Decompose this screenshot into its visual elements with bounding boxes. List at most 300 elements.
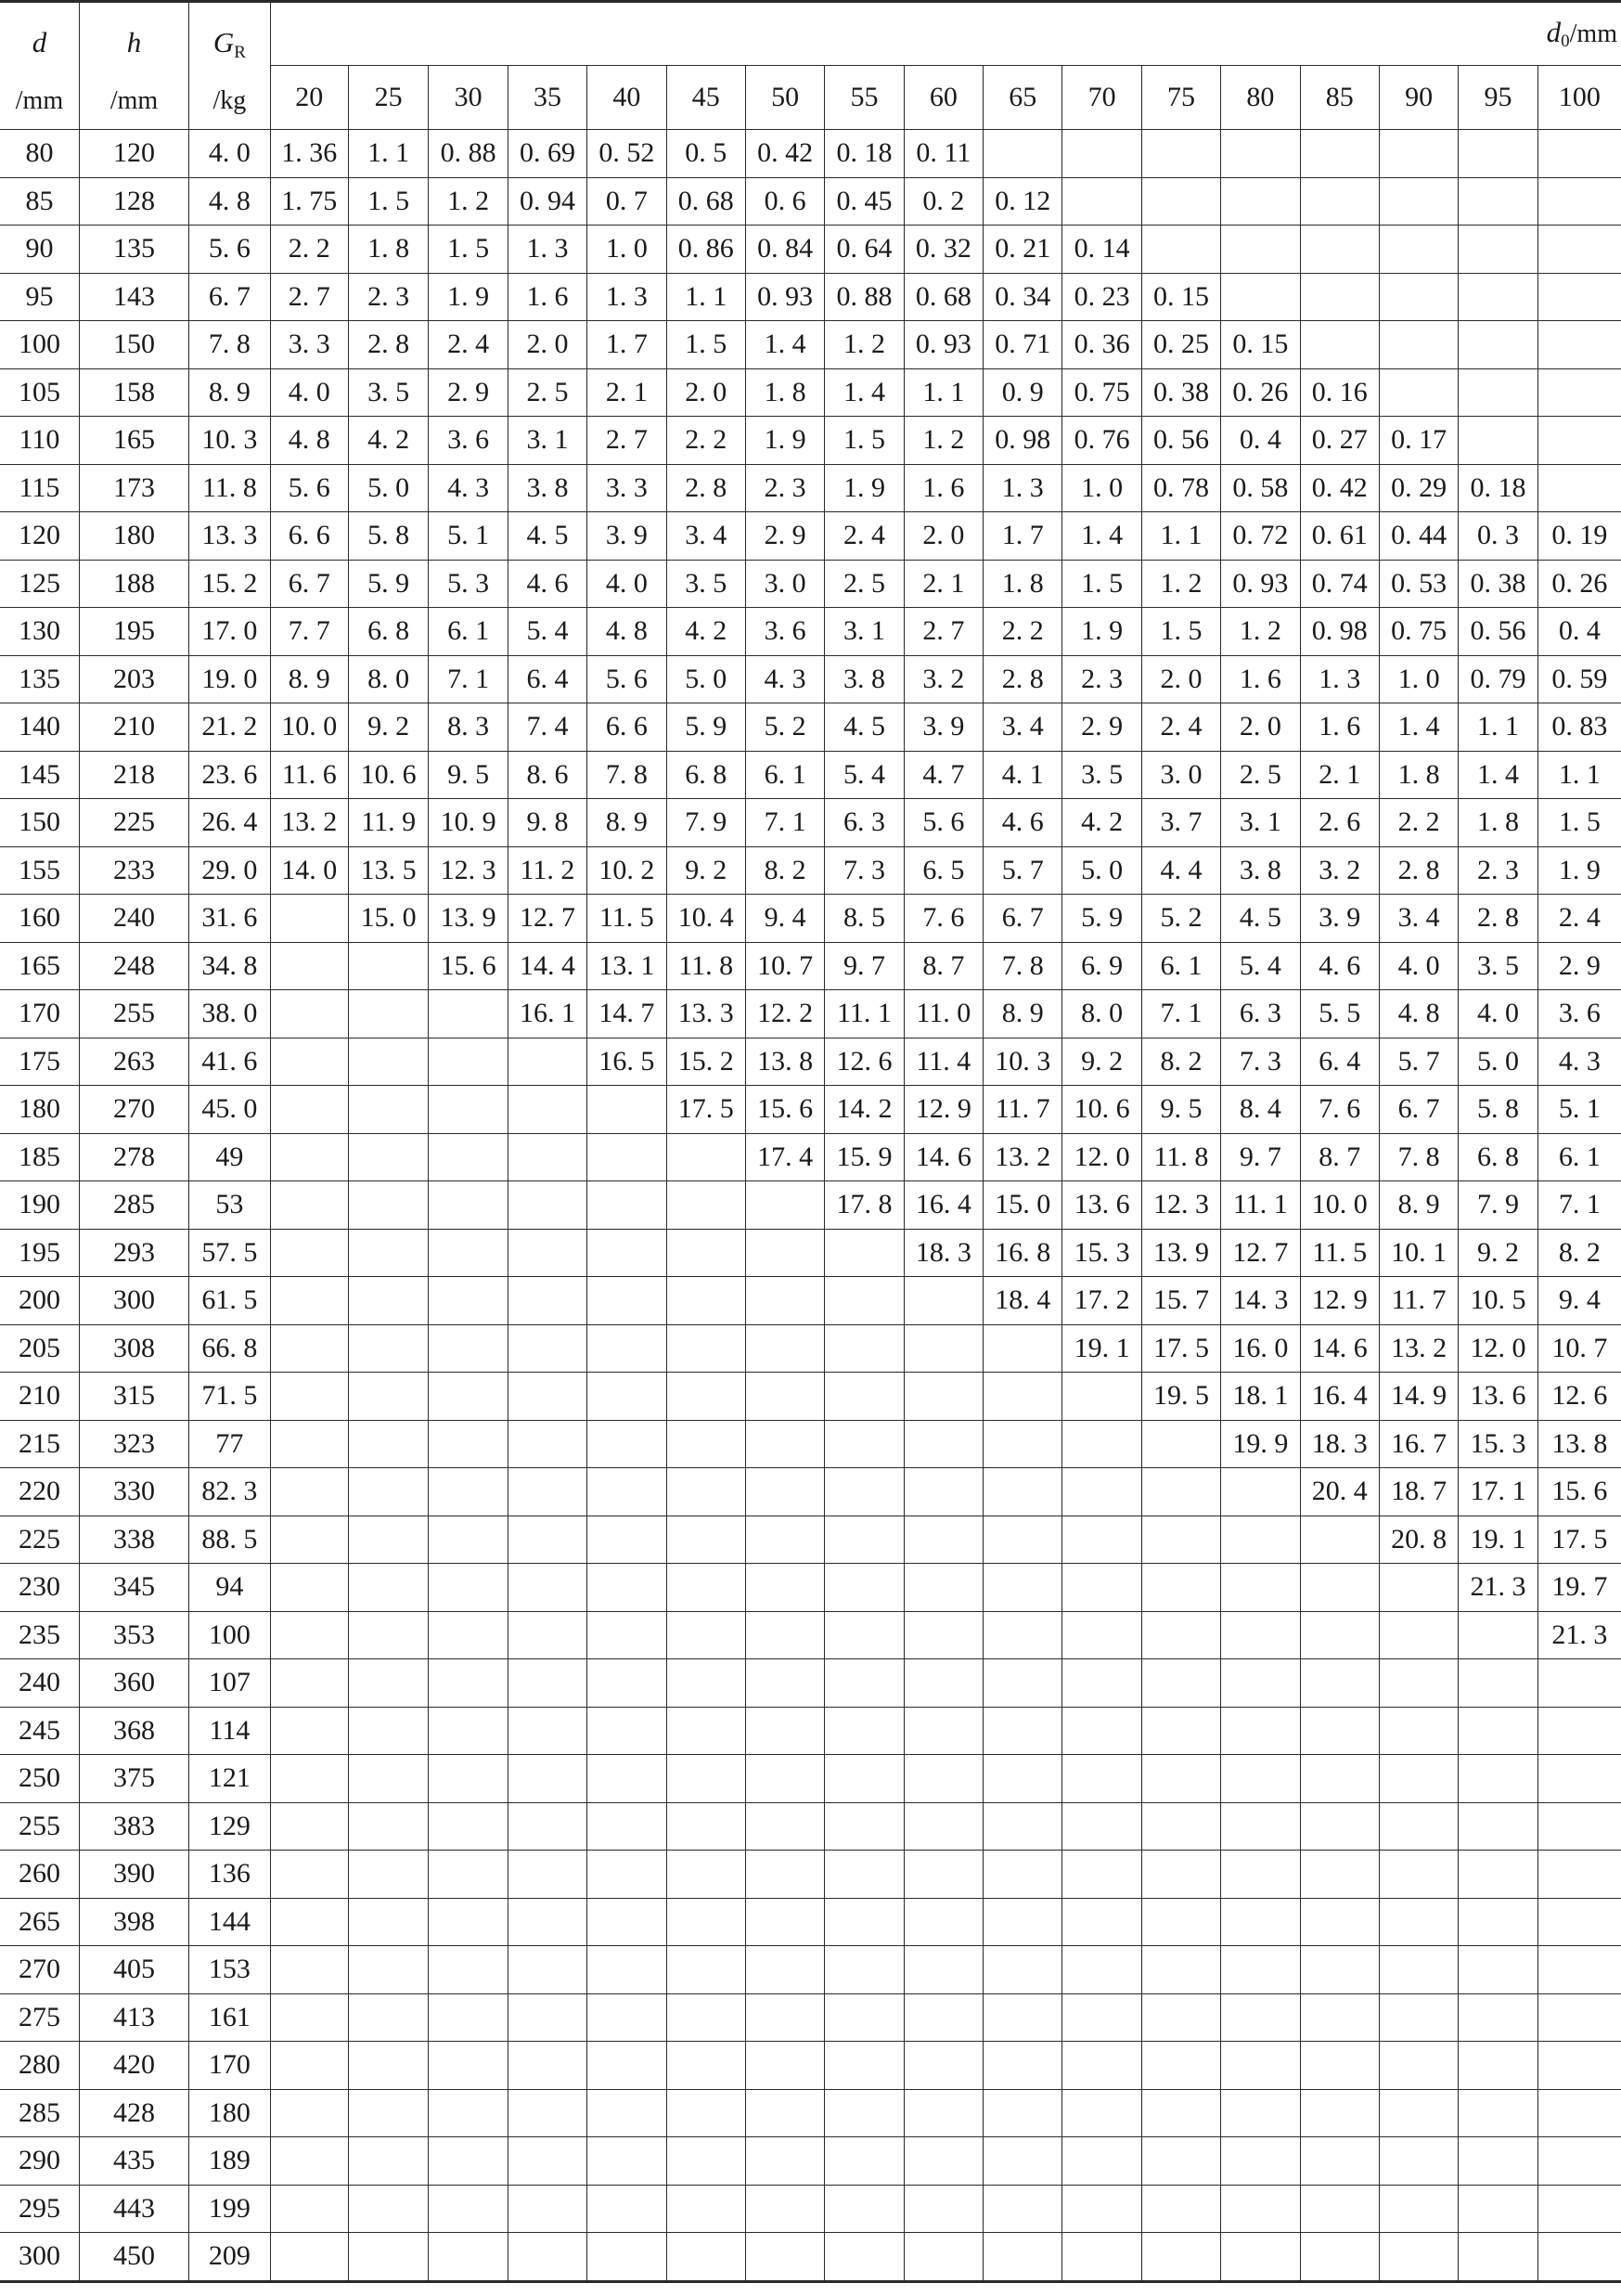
cell-value bbox=[1062, 1516, 1141, 1564]
cell-value: 0. 59 bbox=[1537, 655, 1621, 703]
cell-value bbox=[984, 1516, 1062, 1564]
cell-value bbox=[587, 1564, 666, 1612]
cell-value bbox=[1459, 226, 1537, 274]
cell-h: 143 bbox=[79, 273, 188, 321]
cell-gr: 49 bbox=[189, 1133, 270, 1181]
cell-value: 1. 36 bbox=[270, 130, 348, 178]
cell-value: 2. 3 bbox=[348, 273, 428, 321]
cell-value bbox=[429, 2042, 508, 2090]
cell-value: 3. 9 bbox=[904, 703, 983, 752]
cell-value bbox=[1221, 1755, 1300, 1803]
cell-value bbox=[1459, 1707, 1537, 1755]
cell-value: 5. 8 bbox=[1459, 1086, 1537, 1134]
cell-value bbox=[270, 1802, 348, 1851]
cell-value bbox=[1537, 321, 1621, 369]
cell-value: 13. 8 bbox=[1537, 1420, 1621, 1468]
cell-value: 5. 0 bbox=[666, 655, 745, 703]
cell-value bbox=[429, 1420, 508, 1468]
cell-value: 4. 0 bbox=[1379, 942, 1458, 990]
cell-value bbox=[825, 1707, 904, 1755]
cell-gr: 21. 2 bbox=[189, 703, 270, 752]
cell-value: 0. 36 bbox=[1062, 321, 1141, 369]
cell-value: 0. 76 bbox=[1062, 417, 1141, 465]
cell-value: 5. 9 bbox=[666, 703, 745, 752]
cell-value bbox=[587, 2042, 666, 2090]
cell-value bbox=[1459, 130, 1537, 178]
table-row bbox=[0, 942, 1621, 990]
cell-value bbox=[666, 1181, 745, 1230]
table-row bbox=[0, 1420, 1621, 1468]
cell-value bbox=[508, 1755, 586, 1803]
cell-value: 1. 8 bbox=[984, 560, 1062, 608]
cell-gr: 5. 6 bbox=[189, 226, 270, 274]
cell-value: 7. 7 bbox=[270, 608, 348, 656]
cell-value bbox=[904, 2089, 983, 2137]
cell-value bbox=[508, 1707, 586, 1755]
cell-value bbox=[1537, 1707, 1621, 1755]
cell-value: 2. 4 bbox=[825, 512, 904, 561]
cell-value bbox=[348, 1564, 428, 1612]
cell-value: 2. 0 bbox=[904, 512, 983, 561]
cell-value: 0. 53 bbox=[1379, 560, 1458, 608]
cell-value: 1. 9 bbox=[745, 417, 824, 465]
cell-h: 443 bbox=[79, 2185, 188, 2233]
cell-value bbox=[825, 1755, 904, 1803]
cell-value: 1. 2 bbox=[429, 177, 508, 226]
cell-value bbox=[587, 1277, 666, 1325]
table-row bbox=[0, 1611, 1621, 1659]
cell-value: 11. 1 bbox=[825, 990, 904, 1038]
cell-value bbox=[348, 1755, 428, 1803]
cell-value: 3. 3 bbox=[270, 321, 348, 369]
cell-value bbox=[904, 1659, 983, 1708]
cell-d: 245 bbox=[0, 1707, 79, 1755]
cell-h: 420 bbox=[79, 2042, 188, 2090]
cell-value: 7. 6 bbox=[1300, 1086, 1379, 1134]
cell-value: 16. 0 bbox=[1221, 1324, 1300, 1373]
cell-value: 9. 8 bbox=[508, 799, 586, 847]
cell-value: 5. 6 bbox=[270, 464, 348, 512]
cell-value: 1. 1 bbox=[1459, 703, 1537, 752]
cell-value: 15. 6 bbox=[429, 942, 508, 990]
cell-value bbox=[984, 1851, 1062, 1899]
table-row bbox=[0, 1898, 1621, 1946]
cell-value bbox=[587, 1133, 666, 1181]
cell-value: 16. 5 bbox=[587, 1038, 666, 1086]
cell-value: 8. 0 bbox=[1062, 990, 1141, 1038]
cell-value bbox=[348, 1324, 428, 1373]
cell-gr: 107 bbox=[189, 1659, 270, 1708]
cell-d: 265 bbox=[0, 1898, 79, 1946]
cell-value bbox=[508, 2042, 586, 2090]
cell-value: 3. 9 bbox=[1300, 895, 1379, 943]
header-d0-unit: /mm bbox=[1569, 19, 1617, 48]
cell-value bbox=[270, 1611, 348, 1659]
cell-value: 0. 16 bbox=[1300, 368, 1379, 417]
table-row bbox=[0, 417, 1621, 465]
cell-value: 0. 58 bbox=[1221, 464, 1300, 512]
cell-value bbox=[1141, 2185, 1220, 2233]
cell-value: 0. 69 bbox=[508, 130, 586, 178]
cell-value bbox=[666, 1373, 745, 1421]
cell-value bbox=[587, 2185, 666, 2233]
cell-gr: 88. 5 bbox=[189, 1516, 270, 1564]
cell-d: 250 bbox=[0, 1755, 79, 1803]
cell-value: 16. 1 bbox=[508, 990, 586, 1038]
table-row bbox=[0, 2137, 1621, 2186]
cell-value bbox=[984, 1993, 1062, 2042]
cell-value bbox=[1537, 273, 1621, 321]
cell-value: 15. 9 bbox=[825, 1133, 904, 1181]
cell-value bbox=[1062, 2185, 1141, 2233]
cell-value bbox=[508, 1086, 586, 1134]
cell-value bbox=[1537, 2042, 1621, 2090]
cell-value bbox=[1221, 273, 1300, 321]
cell-value: 1. 7 bbox=[587, 321, 666, 369]
cell-value: 8. 9 bbox=[270, 655, 348, 703]
cell-value: 2. 6 bbox=[1300, 799, 1379, 847]
cell-value: 2. 7 bbox=[270, 273, 348, 321]
cell-value bbox=[904, 1993, 983, 2042]
cell-value bbox=[984, 1420, 1062, 1468]
cell-h: 180 bbox=[79, 512, 188, 561]
cell-value bbox=[429, 1993, 508, 2042]
cell-value bbox=[270, 1468, 348, 1516]
cell-value bbox=[1379, 1946, 1458, 1994]
cell-value bbox=[270, 990, 348, 1038]
cell-value bbox=[1141, 1898, 1220, 1946]
cell-h: 353 bbox=[79, 1611, 188, 1659]
cell-value bbox=[348, 1420, 428, 1468]
cell-value: 5. 0 bbox=[1062, 846, 1141, 895]
cell-value: 3. 6 bbox=[429, 417, 508, 465]
cell-value: 7. 9 bbox=[1459, 1181, 1537, 1230]
cell-value bbox=[270, 1707, 348, 1755]
cell-d: 95 bbox=[0, 273, 79, 321]
table-row bbox=[0, 464, 1621, 512]
cell-value bbox=[984, 2089, 1062, 2137]
table-row bbox=[0, 1181, 1621, 1230]
cell-value bbox=[508, 1898, 586, 1946]
cell-value: 5. 9 bbox=[348, 560, 428, 608]
cell-h: 255 bbox=[79, 990, 188, 1038]
cell-value: 6. 8 bbox=[1459, 1133, 1537, 1181]
cell-value bbox=[1300, 321, 1379, 369]
cell-gr: 94 bbox=[189, 1564, 270, 1612]
cell-value: 0. 72 bbox=[1221, 512, 1300, 561]
cell-h: 135 bbox=[79, 226, 188, 274]
cell-gr: 17. 0 bbox=[189, 608, 270, 656]
cell-value bbox=[1221, 2233, 1300, 2282]
cell-value bbox=[1537, 1993, 1621, 2042]
cell-value bbox=[984, 2042, 1062, 2090]
cell-value bbox=[1062, 1707, 1141, 1755]
cell-value bbox=[587, 1898, 666, 1946]
cell-value: 7. 8 bbox=[1379, 1133, 1458, 1181]
cell-value bbox=[1459, 1611, 1537, 1659]
cell-d: 125 bbox=[0, 560, 79, 608]
cell-value bbox=[348, 990, 428, 1038]
cell-value: 2. 2 bbox=[270, 226, 348, 274]
cell-value bbox=[1459, 2233, 1537, 2282]
cell-value bbox=[745, 1898, 824, 1946]
cell-value: 1. 8 bbox=[1379, 751, 1458, 799]
table-row bbox=[0, 512, 1621, 561]
cell-value: 1. 9 bbox=[1062, 608, 1141, 656]
cell-d: 160 bbox=[0, 895, 79, 943]
cell-value bbox=[745, 1324, 824, 1373]
cell-value bbox=[429, 1229, 508, 1277]
cell-value bbox=[348, 1802, 428, 1851]
cell-value bbox=[270, 2137, 348, 2186]
cell-value: 14. 6 bbox=[904, 1133, 983, 1181]
cell-value: 0. 83 bbox=[1537, 703, 1621, 752]
cell-value: 0. 4 bbox=[1537, 608, 1621, 656]
cell-gr: 34. 8 bbox=[189, 942, 270, 990]
cell-h: 263 bbox=[79, 1038, 188, 1086]
cell-gr: 144 bbox=[189, 1898, 270, 1946]
cell-value bbox=[1459, 1802, 1537, 1851]
cell-value: 17. 1 bbox=[1459, 1468, 1537, 1516]
cell-h: 293 bbox=[79, 1229, 188, 1277]
cell-gr: 129 bbox=[189, 1802, 270, 1851]
cell-value: 12. 3 bbox=[429, 846, 508, 895]
cell-value: 5. 3 bbox=[429, 560, 508, 608]
cell-value: 20. 4 bbox=[1300, 1468, 1379, 1516]
table-row bbox=[0, 1564, 1621, 1612]
cell-value bbox=[984, 1946, 1062, 1994]
cell-h: 188 bbox=[79, 560, 188, 608]
cell-value bbox=[1141, 1755, 1220, 1803]
header-d0-value: 95 bbox=[1459, 66, 1537, 130]
cell-value: 0. 93 bbox=[745, 273, 824, 321]
cell-value bbox=[429, 1851, 508, 1899]
cell-value: 16. 4 bbox=[904, 1181, 983, 1230]
cell-value bbox=[745, 1611, 824, 1659]
cell-value bbox=[1537, 1659, 1621, 1708]
cell-value: 14. 7 bbox=[587, 990, 666, 1038]
cell-value: 4. 2 bbox=[348, 417, 428, 465]
cell-value: 8. 7 bbox=[1300, 1133, 1379, 1181]
cell-d: 145 bbox=[0, 751, 79, 799]
cell-value: 2. 3 bbox=[745, 464, 824, 512]
header-d bbox=[0, 2, 79, 130]
cell-value bbox=[587, 1707, 666, 1755]
cell-value: 1. 4 bbox=[745, 321, 824, 369]
cell-value: 21. 3 bbox=[1537, 1611, 1621, 1659]
cell-value: 14. 6 bbox=[1300, 1324, 1379, 1373]
cell-value: 0. 21 bbox=[984, 226, 1062, 274]
cell-value: 10. 6 bbox=[348, 751, 428, 799]
cell-value: 3. 3 bbox=[587, 464, 666, 512]
cell-gr: 38. 0 bbox=[189, 990, 270, 1038]
cell-value: 13. 1 bbox=[587, 942, 666, 990]
cell-value bbox=[904, 1564, 983, 1612]
header-gr-unit: /kg bbox=[212, 86, 247, 115]
cell-value bbox=[1379, 1755, 1458, 1803]
cell-d: 290 bbox=[0, 2137, 79, 2186]
cell-value bbox=[1300, 2042, 1379, 2090]
cell-value bbox=[666, 1277, 745, 1325]
cell-value bbox=[429, 1946, 508, 1994]
cell-value bbox=[1537, 1802, 1621, 1851]
cell-value bbox=[1537, 130, 1621, 178]
cell-h: 203 bbox=[79, 655, 188, 703]
cell-value: 10. 0 bbox=[1300, 1181, 1379, 1230]
cell-value: 1. 3 bbox=[587, 273, 666, 321]
cell-gr: 31. 6 bbox=[189, 895, 270, 943]
cell-value: 8. 0 bbox=[348, 655, 428, 703]
cell-value bbox=[587, 1851, 666, 1899]
cell-h: 165 bbox=[79, 417, 188, 465]
cell-value bbox=[270, 1851, 348, 1899]
cell-value bbox=[1062, 177, 1141, 226]
cell-h: 300 bbox=[79, 1277, 188, 1325]
cell-value: 0. 94 bbox=[508, 177, 586, 226]
cell-value bbox=[348, 1468, 428, 1516]
header-gr-subscript: R bbox=[234, 43, 246, 62]
table-row bbox=[0, 2185, 1621, 2233]
cell-h: 405 bbox=[79, 1946, 188, 1994]
header-d0-value: 75 bbox=[1141, 66, 1220, 130]
header-d0-value: 70 bbox=[1062, 66, 1141, 130]
cell-value: 1. 5 bbox=[429, 226, 508, 274]
cell-value bbox=[666, 2089, 745, 2137]
cell-value bbox=[508, 1229, 586, 1277]
cell-value bbox=[904, 2233, 983, 2282]
cell-value bbox=[1062, 1564, 1141, 1612]
cell-d: 170 bbox=[0, 990, 79, 1038]
cell-value bbox=[1537, 2185, 1621, 2233]
cell-value: 9. 5 bbox=[429, 751, 508, 799]
cell-value bbox=[270, 1229, 348, 1277]
table-row bbox=[0, 751, 1621, 799]
cell-d: 155 bbox=[0, 846, 79, 895]
cell-value: 3. 6 bbox=[1537, 990, 1621, 1038]
table-row bbox=[0, 177, 1621, 226]
cell-value: 0. 56 bbox=[1459, 608, 1537, 656]
cell-h: 248 bbox=[79, 942, 188, 990]
cell-value bbox=[587, 1993, 666, 2042]
table-row bbox=[0, 1946, 1621, 1994]
cell-value bbox=[984, 2185, 1062, 2233]
cell-gr: 6. 7 bbox=[189, 273, 270, 321]
cell-value: 9. 4 bbox=[1537, 1277, 1621, 1325]
cell-value bbox=[1537, 226, 1621, 274]
table-row bbox=[0, 560, 1621, 608]
cell-value: 14. 3 bbox=[1221, 1277, 1300, 1325]
cell-value bbox=[1459, 273, 1537, 321]
table-row bbox=[0, 703, 1621, 752]
cell-value bbox=[984, 1611, 1062, 1659]
cell-value: 1. 4 bbox=[1062, 512, 1141, 561]
cell-value: 12. 0 bbox=[1062, 1133, 1141, 1181]
cell-value bbox=[429, 1755, 508, 1803]
cell-h: 270 bbox=[79, 1086, 188, 1134]
cell-value: 0. 68 bbox=[904, 273, 983, 321]
cell-value bbox=[1379, 321, 1458, 369]
cell-value bbox=[1062, 1802, 1141, 1851]
cell-value bbox=[666, 1229, 745, 1277]
cell-value bbox=[587, 1181, 666, 1230]
cell-value bbox=[429, 1659, 508, 1708]
cell-value: 10. 3 bbox=[984, 1038, 1062, 1086]
cell-h: 308 bbox=[79, 1324, 188, 1373]
cell-value: 1. 8 bbox=[348, 226, 428, 274]
cell-value bbox=[508, 1373, 586, 1421]
cell-value bbox=[1537, 2089, 1621, 2137]
cell-value: 0. 14 bbox=[1062, 226, 1141, 274]
cell-d: 100 bbox=[0, 321, 79, 369]
cell-value: 2. 4 bbox=[1537, 895, 1621, 943]
cell-value bbox=[348, 2185, 428, 2233]
cell-value: 5. 4 bbox=[1221, 942, 1300, 990]
cell-value: 0. 9 bbox=[984, 368, 1062, 417]
cell-d: 195 bbox=[0, 1229, 79, 1277]
cell-value: 9. 2 bbox=[1459, 1229, 1537, 1277]
cell-value: 3. 9 bbox=[587, 512, 666, 561]
cell-value bbox=[348, 1181, 428, 1230]
cell-gr: 4. 8 bbox=[189, 177, 270, 226]
cell-value bbox=[1459, 1851, 1537, 1899]
cell-value bbox=[429, 1086, 508, 1134]
cell-value: 5. 2 bbox=[1141, 895, 1220, 943]
cell-value bbox=[1300, 1946, 1379, 1994]
cell-value bbox=[1141, 2089, 1220, 2137]
cell-value bbox=[348, 1851, 428, 1899]
cell-value: 0. 79 bbox=[1459, 655, 1537, 703]
cell-value bbox=[1221, 2185, 1300, 2233]
cell-value: 0. 42 bbox=[745, 130, 824, 178]
cell-value: 0. 26 bbox=[1537, 560, 1621, 608]
cell-value bbox=[587, 1946, 666, 1994]
cell-value: 8. 9 bbox=[1379, 1181, 1458, 1230]
table-row bbox=[0, 1468, 1621, 1516]
cell-value bbox=[508, 1324, 586, 1373]
cell-value bbox=[1300, 1659, 1379, 1708]
cell-d: 180 bbox=[0, 1086, 79, 1134]
cell-value: 1. 5 bbox=[348, 177, 428, 226]
cell-value bbox=[270, 1324, 348, 1373]
cell-value: 6. 3 bbox=[1221, 990, 1300, 1038]
cell-value: 3. 8 bbox=[825, 655, 904, 703]
cell-value bbox=[270, 1898, 348, 1946]
cell-value: 5. 5 bbox=[1300, 990, 1379, 1038]
cell-value: 13. 6 bbox=[1459, 1373, 1537, 1421]
cell-value bbox=[1141, 1707, 1220, 1755]
cell-value bbox=[825, 1946, 904, 1994]
cell-value bbox=[270, 1038, 348, 1086]
cell-value bbox=[348, 1373, 428, 1421]
cell-value bbox=[429, 990, 508, 1038]
cell-value bbox=[825, 1898, 904, 1946]
cell-gr: 100 bbox=[189, 1611, 270, 1659]
header-d0-value: 50 bbox=[745, 66, 824, 130]
cell-value bbox=[508, 1946, 586, 1994]
cell-value: 1. 3 bbox=[1300, 655, 1379, 703]
cell-value: 10. 5 bbox=[1459, 1277, 1537, 1325]
cell-value bbox=[508, 1038, 586, 1086]
cell-value bbox=[1537, 368, 1621, 417]
cell-value bbox=[348, 1229, 428, 1277]
cell-value: 2. 9 bbox=[1062, 703, 1141, 752]
cell-gr: 170 bbox=[189, 2042, 270, 2090]
cell-value bbox=[825, 1564, 904, 1612]
cell-value bbox=[1379, 2185, 1458, 2233]
cell-h: 173 bbox=[79, 464, 188, 512]
cell-value: 5. 6 bbox=[587, 655, 666, 703]
cell-value bbox=[984, 1468, 1062, 1516]
